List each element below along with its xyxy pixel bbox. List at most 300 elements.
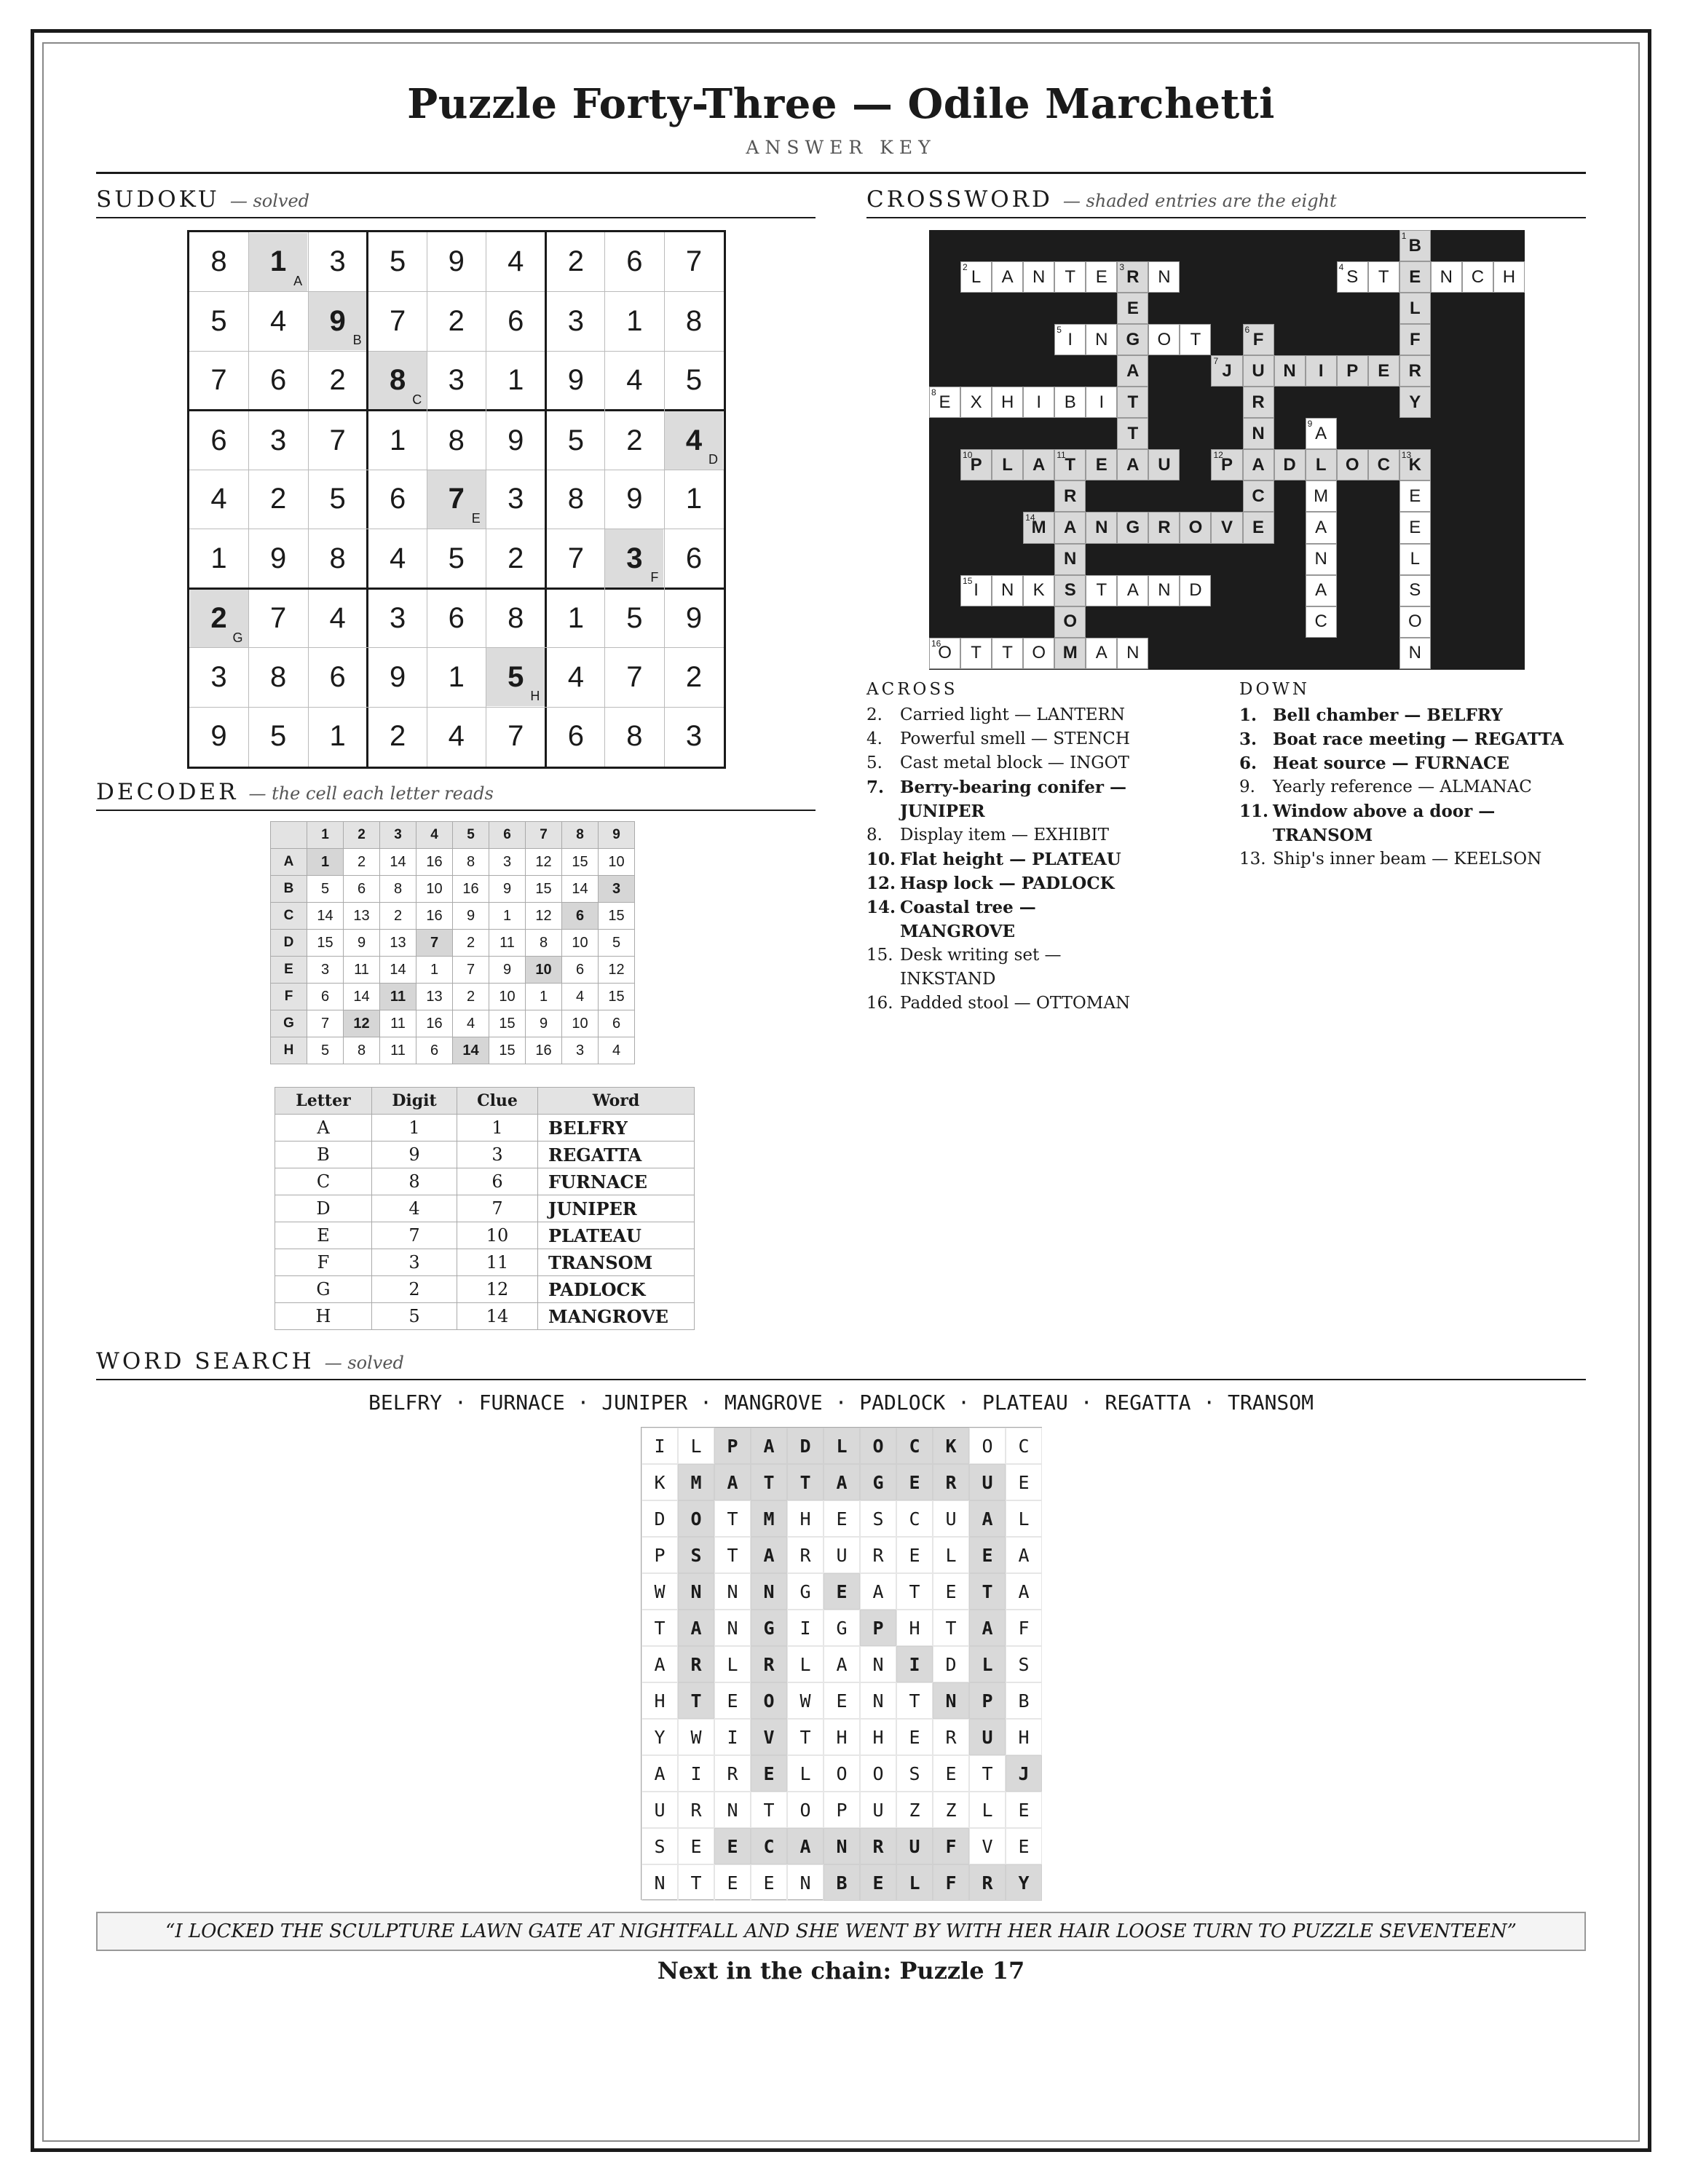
wordsearch-cell: R — [678, 1646, 714, 1682]
wordsearch-cell: K — [641, 1464, 678, 1500]
clue-number: 7. — [866, 778, 885, 797]
wordsearch-cell: E — [714, 1828, 751, 1864]
decoder-key-row — [275, 1249, 695, 1276]
decoder-cell: 6 — [562, 957, 599, 984]
decoder-cell: 2 — [380, 903, 416, 930]
crossword-cell — [1399, 480, 1431, 512]
sudoku-cell — [547, 529, 605, 587]
wordsearch-cell: N — [714, 1573, 751, 1610]
crossword-cell — [1148, 512, 1180, 543]
wordsearch-cell: W — [678, 1719, 714, 1755]
crossword-cell — [1243, 449, 1274, 480]
clue-number: 11. — [1239, 802, 1269, 821]
sudoku-digit: 6 — [210, 424, 227, 456]
crossword-clue-number: 11 — [1057, 450, 1066, 461]
wordsearch-cell: P — [969, 1682, 1006, 1719]
decoder-cell: 14 — [453, 1037, 489, 1064]
crossword-letter: N — [1283, 360, 1296, 381]
decoder-row — [271, 930, 635, 957]
page-subtitle: ANSWER KEY — [746, 137, 936, 158]
sudoku-cell — [190, 648, 248, 706]
decoder-cell: 8 — [526, 930, 562, 957]
sudoku-digit: 6 — [390, 483, 406, 515]
sudoku-cell — [665, 529, 723, 587]
sudoku-digit: 4 — [508, 245, 524, 278]
crossword-cell — [1399, 355, 1431, 387]
wordsearch-cell: S — [860, 1500, 896, 1537]
wordsearch-cell: S — [896, 1755, 933, 1792]
decoder-col-header: 2 — [344, 822, 380, 849]
decoder-key-cell: MANGROVE — [538, 1303, 695, 1330]
sudoku-digit: 3 — [329, 245, 346, 278]
sudoku-cell — [249, 411, 307, 470]
decoder-key-cell: 6 — [457, 1168, 538, 1195]
clue-item — [866, 847, 1150, 871]
wordsearch-cell: P — [824, 1792, 860, 1828]
sudoku-digit: 1 — [448, 660, 465, 693]
sudoku-digit: 9 — [448, 245, 465, 278]
decoder-key-cell: 7 — [372, 1222, 457, 1249]
sudoku-digit: 9 — [567, 364, 584, 397]
crossword-letter: Y — [1409, 392, 1421, 412]
wordsearch-cell: R — [714, 1755, 751, 1792]
crossword-letter: C — [1471, 266, 1485, 287]
crossword-letter: X — [970, 392, 982, 412]
wordsearch-cell: L — [787, 1646, 824, 1682]
decoder-key-row — [275, 1168, 695, 1195]
sudoku-cell — [547, 708, 605, 766]
across-clue-list — [866, 703, 1150, 1016]
crossword-letter: L — [971, 266, 982, 287]
clue-item — [1239, 847, 1589, 871]
sudoku-digit: 5 — [210, 304, 227, 337]
crossword-letter: D — [1189, 580, 1202, 601]
sudoku-cell — [486, 529, 545, 587]
sudoku-digit: 4 — [626, 364, 643, 397]
crossword-cell — [1243, 418, 1274, 449]
sudoku-digit: 8 — [390, 364, 406, 397]
sudoku-cell — [190, 352, 248, 410]
decoder-cell: 9 — [489, 876, 526, 903]
decoder-cell: 6 — [599, 1010, 635, 1037]
wordsearch-cell: D — [641, 1500, 678, 1537]
sudoku-cell — [486, 648, 545, 706]
section-name: CROSSWORD — [866, 186, 1053, 213]
crossword-cell — [1054, 387, 1086, 418]
sudoku-cell — [547, 411, 605, 470]
decoder-cell: 11 — [344, 957, 380, 984]
wordsearch-cell: O — [824, 1755, 860, 1792]
decoder-key-cell: 11 — [457, 1249, 538, 1276]
wordsearch-cell: E — [1006, 1828, 1042, 1864]
decoder-cell: 1 — [416, 957, 453, 984]
sudoku-grid-line — [366, 232, 368, 767]
decoder-cell: 6 — [562, 903, 599, 930]
crossword-letter: T — [971, 643, 982, 663]
sudoku-cell — [665, 292, 723, 350]
decoder-cell: 6 — [344, 876, 380, 903]
wordsearch-cell: R — [787, 1537, 824, 1573]
crossword-cell — [1054, 324, 1086, 355]
sudoku-cell — [486, 411, 545, 470]
sudoku-digit: 3 — [626, 542, 643, 574]
wordsearch-cell: A — [787, 1828, 824, 1864]
crossword-cell — [1399, 449, 1431, 480]
wordsearch-cell: L — [824, 1428, 860, 1464]
crossword-letter: S — [1409, 580, 1421, 601]
decoder-cell: 3 — [307, 957, 344, 984]
crossword-clue-number: 16 — [931, 638, 941, 649]
sudoku-digit: 7 — [329, 424, 346, 456]
decoder-key-header: Word — [538, 1088, 695, 1115]
clue-number: 13. — [1239, 850, 1266, 869]
crossword-clue-number: 15 — [963, 575, 973, 586]
wordsearch-cell: K — [933, 1428, 969, 1464]
crossword-letter: T — [1065, 266, 1076, 287]
sudoku-digit: 2 — [567, 245, 584, 278]
sudoku-digit: 2 — [329, 364, 346, 397]
wordsearch-cell: E — [751, 1755, 787, 1792]
crossword-letter: B — [1408, 235, 1421, 256]
decoder-row-header: H — [271, 1037, 307, 1064]
wordsearch-cell: E — [824, 1573, 860, 1610]
sudoku-cell — [665, 470, 723, 529]
crossword-letter: O — [1188, 517, 1203, 537]
wordsearch-cell: T — [678, 1682, 714, 1719]
decoder-key-cell: BELFRY — [538, 1115, 695, 1142]
decoder-cell: 12 — [526, 849, 562, 876]
crossword-cell — [992, 449, 1023, 480]
wordsearch-cell: L — [969, 1646, 1006, 1682]
sudoku-digit: 9 — [390, 660, 406, 693]
section-note: — shaded entries are the eight — [1062, 191, 1337, 211]
crossword-clue-number: 1 — [1401, 231, 1407, 241]
clue-text: Boat race meeting — REGATTA — [1273, 729, 1564, 749]
sudoku-digit: 4 — [448, 720, 465, 753]
crossword-cell — [960, 387, 992, 418]
sudoku-cell — [665, 590, 723, 648]
wordsearch-cell: E — [824, 1500, 860, 1537]
decoder-key-cell: 3 — [457, 1142, 538, 1168]
clue-item — [866, 992, 1150, 1016]
clue-text: Coastal tree — MANGROVE — [900, 898, 1036, 941]
clue-number: 4. — [866, 729, 883, 748]
sudoku-cell — [368, 411, 427, 470]
sudoku-section-header — [96, 186, 816, 218]
crossword-letter: M — [1314, 486, 1329, 506]
wordsearch-cell: R — [860, 1828, 896, 1864]
crossword-letter: N — [1000, 580, 1014, 601]
title-divider — [96, 172, 1586, 174]
wordsearch-cell: W — [787, 1682, 824, 1719]
wordsearch-cell: T — [896, 1682, 933, 1719]
crossword-letter: D — [1283, 454, 1296, 475]
sudoku-cell — [190, 590, 248, 648]
decoder-cell: 9 — [489, 957, 526, 984]
sudoku-letter-tag: G — [232, 630, 243, 645]
decoder-cell: 14 — [307, 903, 344, 930]
wordsearch-cell: E — [860, 1864, 896, 1901]
crossword-clue-number: 8 — [931, 387, 936, 398]
crossword-letter: K — [1408, 454, 1421, 475]
decoder-key-cell: E — [275, 1222, 372, 1249]
wordsearch-cell: D — [933, 1646, 969, 1682]
sudoku-digit: 4 — [390, 542, 406, 574]
clue-item — [1239, 751, 1589, 775]
sudoku-cell — [427, 529, 486, 587]
wordsearch-cell: A — [751, 1537, 787, 1573]
clue-item — [1239, 799, 1589, 847]
crossword-letter: N — [1033, 266, 1046, 287]
clue-text: Window above a door — TRANSOM — [1273, 802, 1496, 845]
sudoku-letter-tag: B — [352, 333, 362, 348]
crossword-letter: R — [1126, 266, 1140, 287]
wordsearch-cell: H — [641, 1682, 678, 1719]
wordsearch-cell: N — [641, 1864, 678, 1901]
crossword-cell — [1274, 355, 1306, 387]
decoder-cell: 8 — [380, 876, 416, 903]
crossword-letter: E — [1409, 517, 1421, 537]
crossword-letter: O — [1063, 612, 1078, 632]
crossword-cell — [1368, 355, 1399, 387]
crossword-cell — [960, 575, 992, 606]
crossword-cell — [1462, 261, 1493, 293]
wordsearch-cell: A — [641, 1646, 678, 1682]
crossword-clue-number: 6 — [1244, 325, 1250, 336]
sudoku-digit: 4 — [685, 424, 703, 456]
sudoku-cell — [486, 470, 545, 529]
wordsearch-cell: S — [1006, 1646, 1042, 1682]
sudoku-digit: 2 — [390, 720, 406, 753]
crossword-letter: R — [1158, 517, 1171, 537]
sudoku-grid-line — [308, 232, 309, 767]
crossword-letter: O — [1157, 329, 1172, 349]
sudoku-digit: 8 — [269, 660, 287, 693]
decoder-key-cell: A — [275, 1115, 372, 1142]
decoder-cell: 1 — [489, 903, 526, 930]
wordsearch-cell: E — [714, 1864, 751, 1901]
clue-item — [866, 727, 1150, 751]
crossword-letter: C — [1252, 486, 1265, 506]
crossword-cell — [1399, 324, 1431, 355]
crossword-letter: K — [1033, 580, 1045, 601]
wordsearch-cell: N — [678, 1573, 714, 1610]
crossword-clue-number: 12 — [1213, 450, 1223, 461]
wordsearch-cell: M — [751, 1500, 787, 1537]
decoder-key-cell: D — [275, 1195, 372, 1222]
crossword-letter: N — [1064, 549, 1077, 569]
crossword-letter: A — [1064, 517, 1077, 537]
sudoku-digit: 5 — [626, 602, 643, 635]
wordsearch-cell: U — [933, 1500, 969, 1537]
crossword-cell — [1086, 387, 1117, 418]
crossword-cell — [1086, 512, 1117, 543]
decoder-cell: 10 — [526, 957, 562, 984]
decoder-row — [271, 876, 635, 903]
crossword-cell — [1211, 355, 1242, 387]
sudoku-cell — [368, 708, 427, 766]
wordsearch-cell: T — [714, 1500, 751, 1537]
sudoku-cell — [486, 590, 545, 648]
clue-text: Carried light — LANTERN — [900, 705, 1125, 724]
sudoku-digit: 7 — [567, 542, 584, 574]
crossword-letter: F — [1252, 329, 1264, 349]
crossword-cell — [1306, 544, 1337, 575]
crossword-grid — [929, 230, 1525, 670]
wordsearch-cell: M — [678, 1464, 714, 1500]
crossword-letter: N — [1440, 266, 1453, 287]
decoder-key-cell: 7 — [457, 1195, 538, 1222]
next-puzzle-note: Next in the chain: Puzzle 17 — [657, 1957, 1025, 1985]
sudoku-cell — [665, 233, 723, 291]
crossword-cell — [1306, 355, 1337, 387]
wordsearch-cell: C — [896, 1500, 933, 1537]
crossword-letter: N — [1095, 517, 1108, 537]
crossword-cell — [1399, 544, 1431, 575]
sudoku-digit: 7 — [508, 720, 524, 753]
wordsearch-cell: T — [714, 1537, 751, 1573]
crossword-cell — [1399, 638, 1431, 669]
wordsearch-cell: U — [824, 1537, 860, 1573]
decoder-cell: 11 — [380, 984, 416, 1010]
crossword-cell — [960, 638, 992, 669]
wordsearch-cell: E — [678, 1828, 714, 1864]
sudoku-cell — [309, 590, 367, 648]
sudoku-digit: 8 — [626, 720, 643, 753]
sudoku-cell — [605, 708, 663, 766]
crossword-letter: T — [1378, 266, 1389, 287]
sudoku-digit: 2 — [269, 483, 287, 515]
crossword-cell — [1086, 449, 1117, 480]
wordsearch-cell: U — [896, 1828, 933, 1864]
crossword-cell — [1023, 387, 1054, 418]
sudoku-cell — [486, 352, 545, 410]
wordsearch-cell: J — [1006, 1755, 1042, 1792]
clue-item — [1239, 775, 1589, 799]
sudoku-digit: 6 — [329, 660, 346, 693]
wordsearch-cell: O — [678, 1500, 714, 1537]
clue-number: 9. — [1239, 778, 1255, 796]
decoder-cell: 2 — [344, 849, 380, 876]
sudoku-digit: 9 — [508, 424, 524, 456]
clue-item — [1239, 727, 1589, 751]
crossword-cell — [1399, 575, 1431, 606]
section-name: WORD SEARCH — [96, 1348, 315, 1374]
wordsearch-cell: A — [860, 1573, 896, 1610]
decoder-cell: 15 — [599, 903, 635, 930]
sudoku-digit: 8 — [685, 304, 703, 337]
decoder-key-row — [275, 1195, 695, 1222]
sudoku-cell — [249, 470, 307, 529]
wordsearch-cell: C — [1006, 1428, 1042, 1464]
wordsearch-cell: I — [787, 1610, 824, 1646]
sudoku-cell — [309, 529, 367, 587]
across-clues-heading: ACROSS — [866, 680, 958, 699]
clue-item — [866, 895, 1150, 943]
sudoku-digit: 5 — [567, 424, 584, 456]
clue-number: 15. — [866, 946, 893, 965]
section-note: — solved — [324, 1353, 404, 1373]
clue-text: Yearly reference — ALMANAC — [1273, 778, 1532, 796]
decoder-cell: 14 — [562, 876, 599, 903]
sudoku-digit: 4 — [210, 483, 227, 515]
crossword-letter: I — [1036, 392, 1042, 412]
decoder-cell: 9 — [453, 903, 489, 930]
crossword-cell — [1211, 512, 1242, 543]
sudoku-cell — [368, 470, 427, 529]
decoder-key-cell: 12 — [457, 1276, 538, 1303]
crossword-cell — [929, 387, 960, 418]
clue-item — [866, 871, 1150, 895]
wordsearch-cell: H — [787, 1500, 824, 1537]
wordsearch-cell: F — [1006, 1610, 1042, 1646]
wordsearch-cell: C — [896, 1428, 933, 1464]
crossword-cell — [1306, 606, 1337, 638]
wordsearch-cell: A — [824, 1464, 860, 1500]
wordsearch-cell: N — [714, 1792, 751, 1828]
wordsearch-cell: A — [1006, 1537, 1042, 1573]
sudoku-digit: 5 — [685, 364, 703, 397]
decoder-key-cell: 3 — [372, 1249, 457, 1276]
crossword-cell — [1148, 449, 1180, 480]
decoder-key-cell: 1 — [457, 1115, 538, 1142]
sudoku-digit: 9 — [329, 304, 346, 337]
wordsearch-cell: S — [678, 1537, 714, 1573]
clue-text: Berry-bearing conifer — JUNIPER — [900, 778, 1126, 821]
crossword-letter: E — [1409, 486, 1421, 506]
crossword-cell — [1117, 512, 1148, 543]
crossword-cell — [1337, 355, 1368, 387]
crossword-letter: L — [1410, 549, 1420, 569]
decoder-key-table — [275, 1087, 695, 1330]
sudoku-digit: 2 — [508, 542, 524, 574]
decoder-key-cell: C — [275, 1168, 372, 1195]
wordsearch-cell: G — [860, 1464, 896, 1500]
sudoku-cell — [249, 708, 307, 766]
sudoku-digit: 5 — [448, 542, 465, 574]
wordsearch-cell: L — [969, 1792, 1006, 1828]
crossword-letter: T — [1065, 454, 1076, 475]
wordsearch-cell: I — [896, 1646, 933, 1682]
wordsearch-cell: H — [1006, 1719, 1042, 1755]
decoder-cell: 13 — [416, 984, 453, 1010]
decoder-key-cell: 2 — [372, 1276, 457, 1303]
crossword-cell — [1023, 575, 1054, 606]
section-name: SUDOKU — [96, 186, 220, 213]
sudoku-digit: 1 — [390, 424, 406, 456]
crossword-cell — [1117, 324, 1148, 355]
clue-text: Desk writing set — INKSTAND — [900, 946, 1062, 989]
crossword-letter: U — [1252, 360, 1265, 381]
decoder-cell: 11 — [380, 1010, 416, 1037]
wordsearch-cell: G — [787, 1573, 824, 1610]
wordsearch-cell: O — [969, 1428, 1006, 1464]
decoder-col-header: 4 — [416, 822, 453, 849]
decoder-key-cell: 10 — [457, 1222, 538, 1249]
decoder-cell: 12 — [344, 1010, 380, 1037]
down-clue-list — [1239, 703, 1589, 871]
sudoku-cell — [309, 233, 367, 291]
sudoku-cell — [190, 411, 248, 470]
crossword-letter: A — [1126, 580, 1139, 601]
decoder-cell: 9 — [344, 930, 380, 957]
decoder-cell: 4 — [599, 1037, 635, 1064]
crossword-letter: T — [1190, 329, 1201, 349]
decoder-cell: 7 — [307, 1010, 344, 1037]
crossword-cell — [1086, 575, 1117, 606]
decoder-col-header: 8 — [562, 822, 599, 849]
crossword-cell — [1368, 449, 1399, 480]
